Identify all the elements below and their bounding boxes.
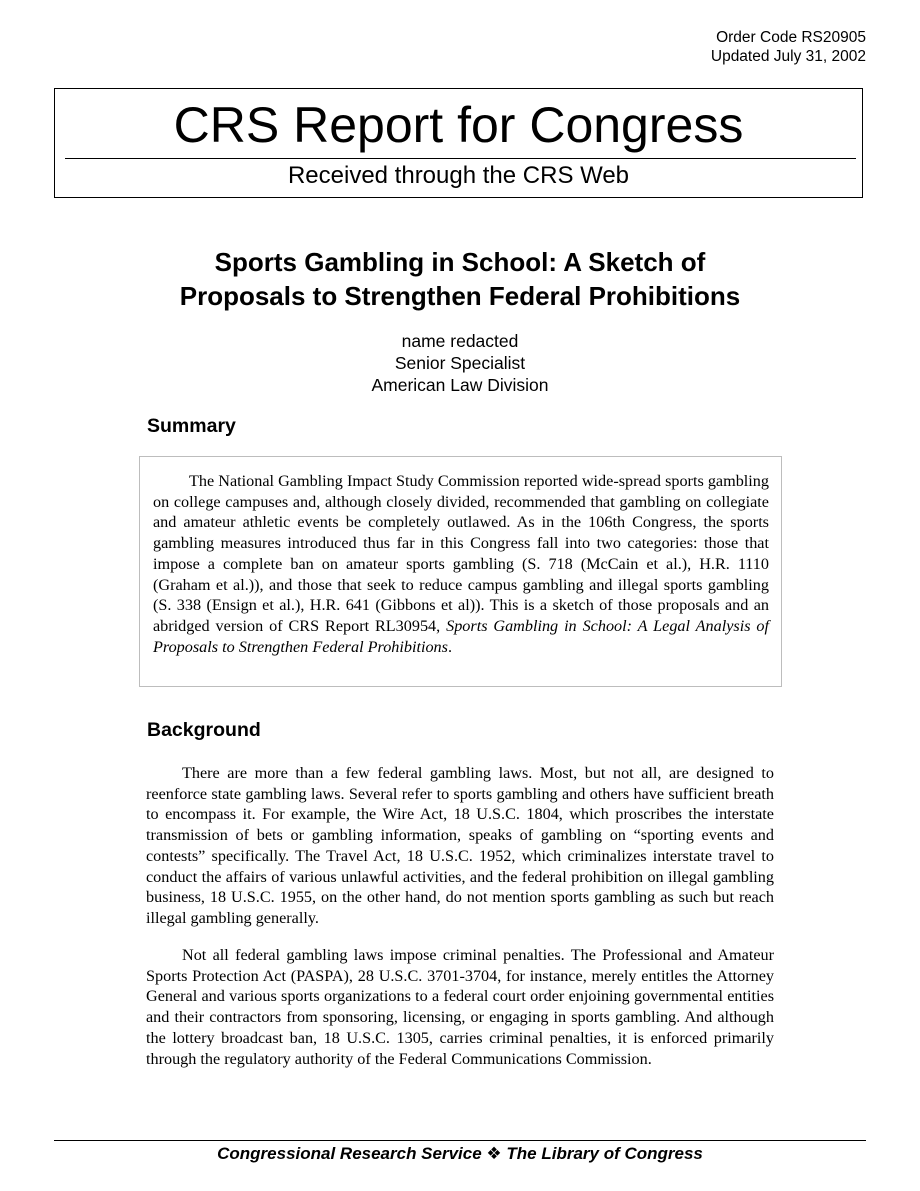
background-paragraph-1: There are more than a few federal gambling laws. Most, but not all, are designed to reenforce state gambling laws. Several refer to sports gambling and others have sufficient breath to encompass it. For example, the Wire Act, 18 U.S.C. 1804, which proscribes the interstate transmission of bets or gambling information, speaks of gambling on “sporting events and contests” specifically. The Travel Act, 18 U.S.C. 1952, which criminalizes interstate travel to conduct the affairs of various unlawful activities, and the federal prohibition on illegal gambling business, 18 U.S.C. 1955, on the other hand, do not mention sports gambling as such but reach illegal gambling generally. [146, 764, 774, 927]
summary-heading: Summary [147, 415, 236, 437]
footer-separator-icon: ❖ [486, 1144, 502, 1163]
masthead-title: CRS Report for Congress [173, 97, 744, 153]
report-title-line-2: Proposals to Strengthen Federal Prohibitions [179, 281, 741, 311]
masthead [54, 88, 863, 198]
report-title-line-1: Sports Gambling in School: A Sketch of [214, 247, 706, 277]
masthead-divider [65, 158, 856, 159]
author-division: American Law Division [371, 375, 549, 395]
order-code: Order Code RS20905 [716, 29, 866, 46]
footer-loc: The Library of Congress [506, 1144, 703, 1163]
footer-divider [54, 1140, 866, 1141]
author-position: Senior Specialist [394, 353, 526, 373]
summary-box [139, 456, 782, 687]
order-code-block [711, 28, 866, 66]
background-paragraph-2: Not all federal gambling laws impose criminal penalties. The Professional and Amateur Sports Protection Act (PASPA), 28 U.S.C. 3701-3704, for instance, merely entitles the Attorney General and various sports organizations to a federal court order enjoining governmental entities and their contractors from sponsoring, licensing, or engaging in sports gambling. And although the lottery broadcast ban, 18 U.S.C. 1305, carries criminal penalties, it is enforced primarily through the regulatory authority of the Federal Communications Commission. [146, 946, 774, 1068]
summary-text [153, 471, 769, 657]
footer [0, 1143, 920, 1165]
summary-report-title: Sports Gambling in School: A Legal Analysis of Proposals to Strengthen Federal Prohibitions [153, 616, 769, 656]
author-block [0, 330, 920, 396]
updated-date: Updated July 31, 2002 [710, 48, 866, 65]
summary-text-main: The National Gambling Impact Study Commission reported wide-spread sports gambling on college campuses and, although closely divided, recommended that gambling on collegiate and amateur athletic events be completely outlawed. As in the 106th Congress, the sports gambling measures introduced thus far in this Congress fall into two categories: those that impose a complete ban on amateur sports gambling (S. 718 (McCain et al.), H.R. 1110 (Graham et al.)), and those that seek to reduce campus gambling and illegal sports gambling (S. 338 (Ensign et al.), H.R. 641 (Gibbons et al)). This is a sketch of those proposals and an abridged version of CRS Report RL30954, [153, 472, 769, 635]
masthead-subtitle: Received through the CRS Web [287, 162, 630, 189]
summary-text-end: . [447, 637, 453, 656]
author-name: name redacted [401, 331, 519, 351]
background-heading: Background [147, 719, 261, 741]
footer-crs: Congressional Research Service [217, 1144, 482, 1163]
report-title [90, 245, 830, 313]
